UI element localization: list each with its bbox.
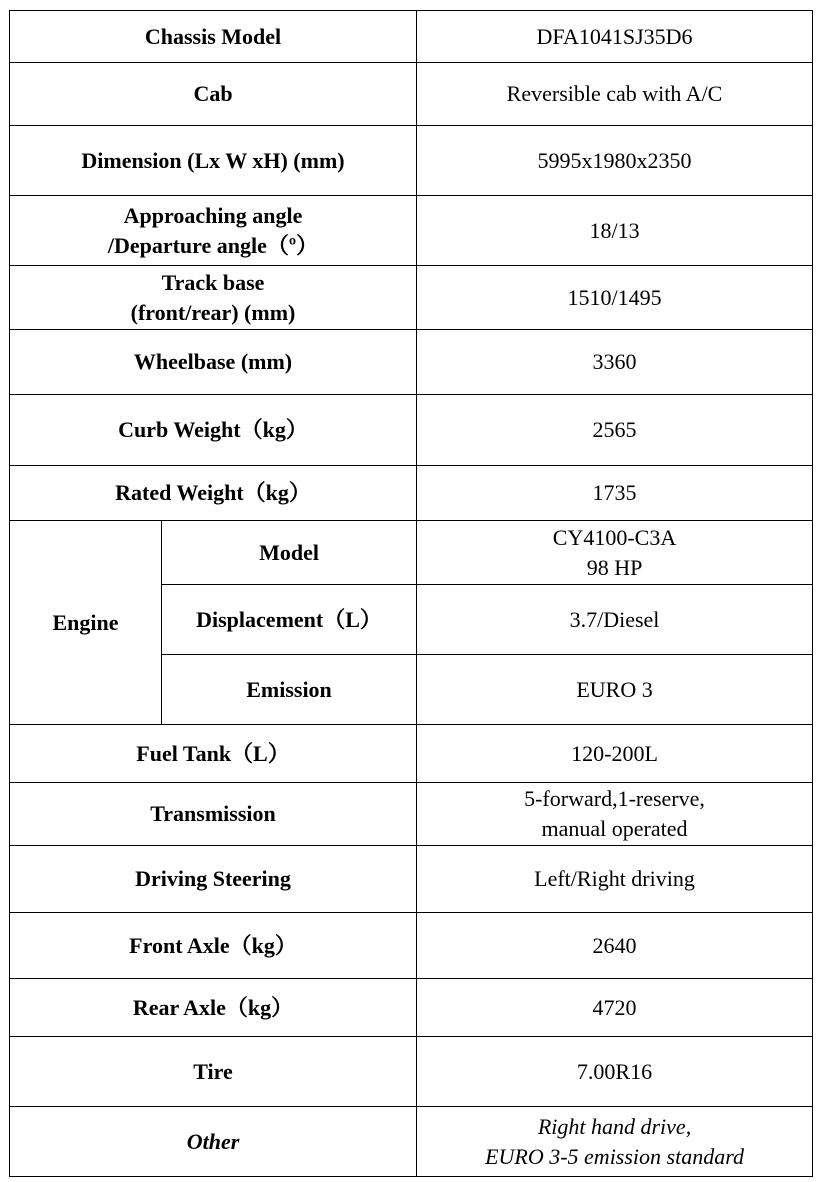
spec-value: 7.00R16	[417, 1037, 813, 1107]
table-row	[10, 783, 813, 846]
spec-label: Dimension (Lx W xH) (mm)	[10, 126, 417, 196]
spec-label-line: Approaching angle	[123, 202, 303, 228]
spec-label: Tire	[10, 1037, 417, 1107]
table-row	[10, 395, 813, 466]
spec-label: Other	[10, 1107, 417, 1177]
spec-value-line: manual operated	[541, 816, 688, 841]
table-row	[10, 196, 813, 266]
spec-value: 3360	[417, 330, 813, 395]
spec-value: 1510/1495	[417, 266, 813, 330]
spec-value: Reversible cab with A/C	[417, 63, 813, 126]
spec-value: 120-200L	[417, 725, 813, 783]
table-row	[10, 126, 813, 196]
spec-label: Rated Weight（kg）	[10, 466, 417, 521]
spec-value: 1735	[417, 466, 813, 521]
spec-label: Model	[162, 521, 417, 585]
spec-label: Chassis Model	[10, 11, 417, 63]
spec-label: Cab	[10, 63, 417, 126]
spec-label: Wheelbase (mm)	[10, 330, 417, 395]
spec-label: Curb Weight（kg）	[10, 395, 417, 466]
spec-label	[10, 196, 417, 266]
spec-label: Transmission	[10, 783, 417, 846]
spec-label-line: Track base	[161, 269, 265, 295]
spec-value: 5995x1980x2350	[417, 126, 813, 196]
table-row	[10, 63, 813, 126]
spec-value: DFA1041SJ35D6	[417, 11, 813, 63]
spec-label: Rear Axle（kg）	[10, 979, 417, 1037]
spec-label: Displacement（L）	[162, 585, 417, 655]
spec-table	[9, 10, 813, 1177]
spec-value	[417, 1107, 813, 1177]
table-row	[10, 1107, 813, 1177]
spec-value-line: EURO 3-5 emission standard	[485, 1143, 744, 1169]
spec-value-line: Right hand drive,	[537, 1113, 692, 1139]
spec-value-line: CY4100-C3A	[552, 524, 677, 550]
table-row	[10, 466, 813, 521]
spec-label-line: /Departure angle（º）	[107, 232, 319, 258]
spec-value: 2565	[417, 395, 813, 466]
spec-value	[417, 521, 813, 585]
spec-value: EURO 3	[417, 655, 813, 725]
spec-value: Left/Right driving	[417, 846, 813, 913]
spec-value: 18/13	[417, 196, 813, 266]
table-row	[10, 913, 813, 979]
spec-value: 4720	[417, 979, 813, 1037]
spec-label	[10, 266, 417, 330]
table-row	[10, 846, 813, 913]
spec-value-line: 98 HP	[586, 554, 643, 580]
spec-label: Emission	[162, 655, 417, 725]
spec-label: Front Axle（kg）	[10, 913, 417, 979]
spec-label: Fuel Tank（L）	[10, 725, 417, 783]
table-row	[10, 979, 813, 1037]
table-row	[10, 1037, 813, 1107]
spec-label: Driving Steering	[10, 846, 417, 913]
spec-value: 3.7/Diesel	[417, 585, 813, 655]
engine-group-label: Engine	[10, 521, 162, 725]
table-row	[10, 330, 813, 395]
spec-value: 2640	[417, 913, 813, 979]
spec-value-line: 5-forward,1-reserve,	[524, 786, 705, 811]
table-row	[10, 266, 813, 330]
table-row	[10, 725, 813, 783]
spec-value	[417, 783, 813, 846]
table-row	[10, 11, 813, 63]
table-row	[10, 521, 813, 585]
spec-label-line: (front/rear) (mm)	[130, 299, 296, 325]
